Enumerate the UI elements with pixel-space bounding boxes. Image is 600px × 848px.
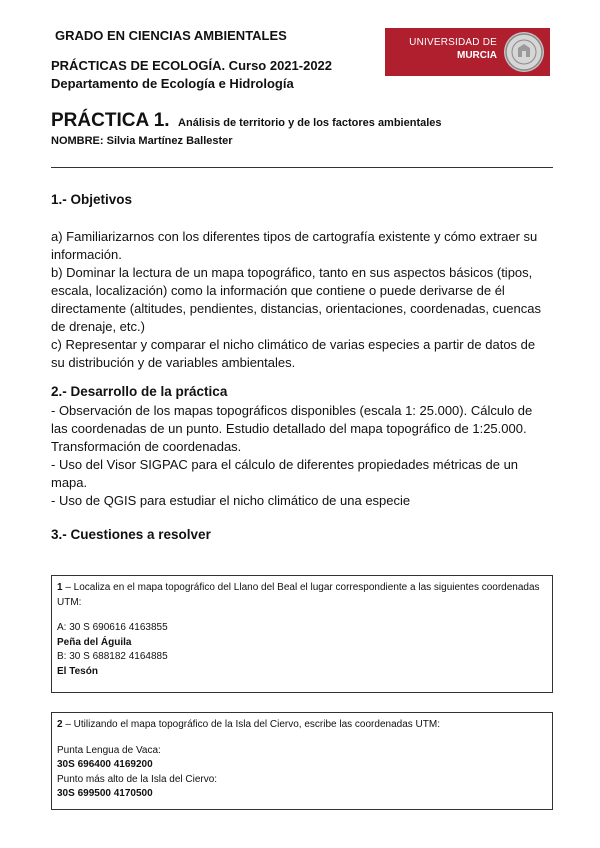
department-name: Departamento de Ecología e Hidrología <box>51 76 294 91</box>
header-divider <box>51 167 553 168</box>
course-title: PRÁCTICAS DE ECOLOGÍA. Curso 2021-2022 <box>51 58 333 73</box>
question-box <box>51 712 553 810</box>
objective-item: c) Representar y comparar el nicho climático de varias especies a partir de datos de su distribución y de variables ambientales. <box>51 337 536 370</box>
answer-value: 30S 699500 4170500 <box>57 788 153 799</box>
objectives-list <box>51 228 551 372</box>
question-number: 1 <box>57 582 63 593</box>
section-heading-objectives: 1.- Objetivos <box>51 192 133 207</box>
degree-title: GRADO EN CIENCIAS AMBIENTALES <box>55 28 287 43</box>
development-item: - Observación de los mapas topográficos disponibles (escala 1: 25.000). Cálculo de las coordenadas de un punto. Estudio detallado del mapa topográfico de 1:25.000. Transformación de coordenadas. <box>51 403 533 454</box>
answer-value: El Tesón <box>57 665 98 677</box>
development-item: - Uso del Visor SIGPAC para el cálculo de diferentes propiedades métricas de un mapa. <box>51 457 519 490</box>
question-text: – Utilizando el mapa topográfico de la Isla del Ciervo, escribe las coordenadas UTM: <box>62 719 440 730</box>
practice-number: PRÁCTICA 1. <box>51 110 170 131</box>
answer-label: Punta Lengua de Vaca: <box>57 744 161 756</box>
logo-text-line1: UNIVERSIDAD DE <box>409 37 497 48</box>
section-heading-questions: 3.- Cuestiones a resolver <box>51 527 211 542</box>
answer-label: A: 30 S 690616 4163855 <box>57 622 168 633</box>
section-heading-development: 2.- Desarrollo de la práctica <box>51 384 228 399</box>
answer-value: 30S 696400 4169200 <box>57 759 153 770</box>
question-prompt <box>57 581 552 610</box>
question-text: – Localiza en el mapa topográfico del Llano del Beal el lugar correspondiente a las siguientes coordenadas UTM: <box>57 582 540 608</box>
university-seal-icon <box>504 32 544 72</box>
development-item: - Uso de QGIS para estudiar el nicho climático de una especie <box>51 493 411 508</box>
logo-text-line2: MURCIA <box>457 50 497 61</box>
answer-label: B: 30 S 688182 4164885 <box>57 651 168 662</box>
question-number: 2 <box>57 719 63 730</box>
answer-label: Punto más alto de la Isla del Ciervo: <box>57 773 218 785</box>
practice-title <box>51 110 442 132</box>
university-logo <box>385 28 550 76</box>
practice-subtitle: Análisis de territorio y de los factores ambientales <box>178 117 442 129</box>
answer-value: Peña del Águila <box>57 636 132 648</box>
objective-item: b) Dominar la lectura de un mapa topográfico, tanto en sus aspectos básicos (tipos, escala, localización) como la información que contiene o puede derivarse de él directamente (altitudes, pendientes, distancias, orientaciones, coordenadas, cuencas de drenaje, etc.) <box>51 265 541 334</box>
question-prompt <box>57 718 552 733</box>
objective-item: a) Familiarizarnos con los diferentes tipos de cartografía existente y cómo extraer su información. <box>51 229 538 262</box>
student-name: NOMBRE: Silvia Martínez Ballester <box>51 135 233 147</box>
development-list <box>51 402 551 510</box>
question-box <box>51 575 553 693</box>
